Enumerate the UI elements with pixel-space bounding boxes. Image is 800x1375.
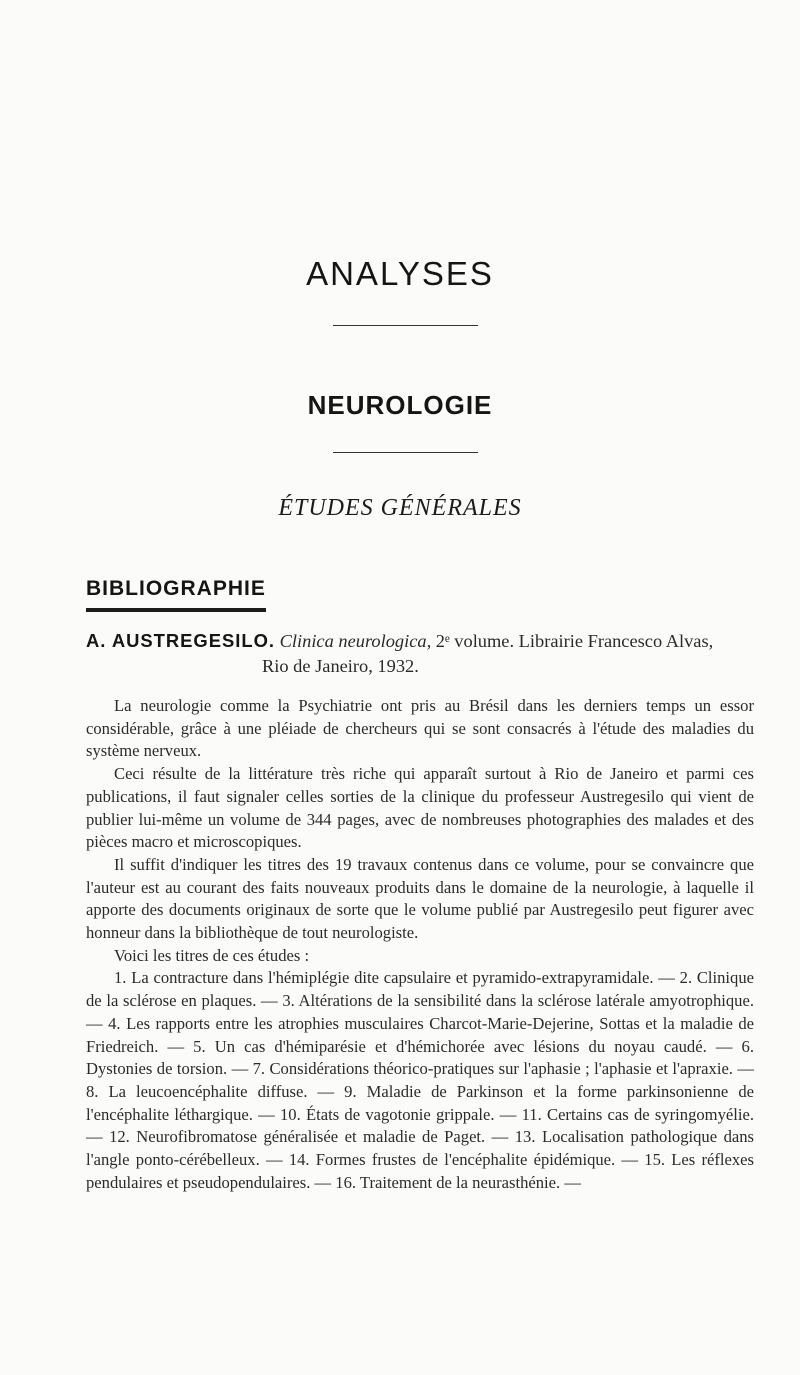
bibliographic-reference (86, 628, 754, 679)
reference-edition: 2ᵉ volume. Librairie Francesco Alvas, (435, 631, 714, 651)
title-divider (333, 325, 478, 326)
category-heading: BIBLIOGRAPHIE (86, 577, 266, 600)
paragraph: Ceci résulte de la littérature très riche qui apparaît surtout à Rio de Janeiro et parmi ces publications, il faut signaler celles sorties de la clinique du professeur Austregesilo qui vient de publier lui-même un volume de 344 pages, avec de nombreuses photographies des malades et des pièces macro et microscopiques. (86, 764, 754, 852)
paragraph: 1. La contracture dans l'hémiplégie dite capsulaire et pyramido-extrapyramidale. — 2. Clinique de la sclérose en plaques. — 3. Altérations de la sensibilité dans la sclérose latérale amyotrophique. — 4. Les rapports entre les atrophies musculaires Charcot-Marie-Dejerine, Sottas et la maladie de Friedreich. — 5. Un cas d'hémiparésie et d'hémichorée avec lésions du noyau caudé. — 6. Dystonies de torsion. — 7. Considérations théorico-pratiques sur l'aphasie ; l'aphasie et l'apraxie. — 8. La leucoencéphalite diffuse. — 9. Maladie de Parkinson et la forme parkinsonienne de l'encéphalite léthargique. — 10. États de vagotonie grippale. — 11. Certains cas de syringomyélie. — 12. Neurofibromatose généralisée et maladie de Paget. — 13. Localisation pathologique dans l'angle ponto-cérébelleux. — 14. Formes frustes de l'encéphalite épidémique. — 15. Les réflexes pendulaires et pseudopendulaires. — 16. Traitement de la neurasthénie. — (86, 968, 754, 1192)
paragraph: La neurologie comme la Psychiatrie ont pris au Brésil dans les derniers temps un essor considérable, grâce à une pléiade de chercheurs qui se sont consacrés à l'étude des maladies du système nerveux. (86, 696, 754, 761)
section-heading: NEUROLOGIE (307, 390, 493, 420)
review-body (86, 695, 754, 1194)
paragraph: Voici les titres de ces études : (114, 945, 310, 965)
reference-title: Clinica neurologica, (279, 631, 432, 651)
page-title: ANALYSES (306, 255, 494, 292)
paragraph: Il suffit d'indiquer les titres des 19 travaux contenus dans ce volume, pour se convaincre que l'auteur est au courant des faits nouveaux produits dans le domaine de la neurologie, à laquelle il apporte des documents originaux de sorte que le volume publié par Austregesilo peut figurer avec honneur dans la bibliothèque de tout neurologiste. (86, 854, 754, 943)
section-divider (333, 452, 478, 453)
subsection-heading: ÉTUDES GÉNÉRALES (278, 495, 522, 521)
reference-place-date: Rio de Janeiro, 1932. (262, 656, 419, 676)
reference-author: A. AUSTREGESILO. (86, 630, 276, 651)
reference-line-1 (86, 628, 754, 654)
category-underline (86, 608, 266, 612)
